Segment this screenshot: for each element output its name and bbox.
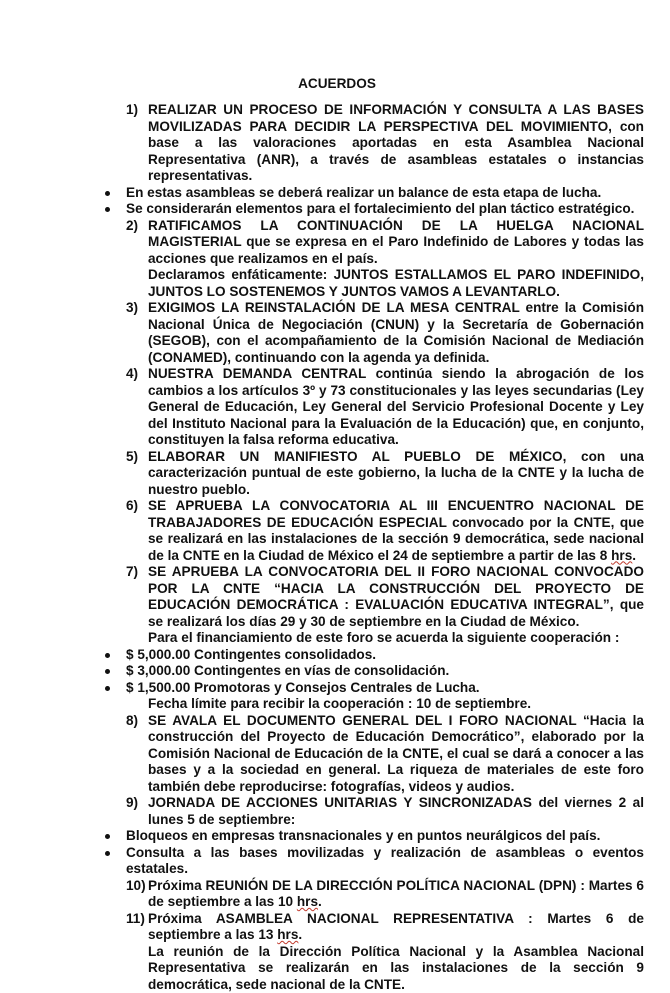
sub-paragraph xyxy=(104,630,644,647)
sub-body: JUNTOS ESTALLAMOS EL PARO INDEFINIDO, JUNTOS LO SOSTENEMOS Y JUNTOS VAMOS A LEVANTARLO. xyxy=(148,267,644,299)
bullet-icon xyxy=(105,669,110,674)
item-text xyxy=(148,300,644,366)
agreement-item xyxy=(104,300,644,366)
bullet-icon xyxy=(105,686,110,691)
item-heading: REALIZAR UN PROCESO DE INFORMACIÓN Y CONSULTA A LAS BASES MOVILIZADAS PARA DECIDIR LA PERSPECTIVA DEL MOVIMIENTO, xyxy=(148,102,644,134)
bullet-item xyxy=(104,845,644,878)
item-text xyxy=(148,449,644,499)
item-heading: ELABORAR UN MANIFIESTO AL PUEBLO DE MÉXICO, xyxy=(148,449,566,464)
bullet-item xyxy=(104,828,644,845)
sub-paragraph-text xyxy=(148,944,644,993)
item-number: 5) xyxy=(126,449,138,466)
bullet-text: En estas asambleas se deberá realizar un balance de esta etapa de lucha. xyxy=(126,185,644,202)
bullet-text: Consulta a las bases movilizadas y realización de asambleas o eventos estatales. xyxy=(126,845,644,878)
item-body: continúa siendo la abrogación de los cambios a los artículos 3º y 73 constitucionales y las leyes secundarias (Ley General de Educación, Ley General del Servicio Profesional Docente y Ley del Instituto Nacional para la Evaluación de la Educación) que, en conjunto, constituyen la falsa reforma educativa. xyxy=(148,366,644,447)
sub-paragraph-text xyxy=(148,630,644,647)
item-body: del viernes 2 al lunes 5 de septiembre: xyxy=(148,795,644,827)
agreements-list xyxy=(104,102,644,993)
item-text xyxy=(148,795,644,828)
item-number: 3) xyxy=(126,300,138,317)
item-text xyxy=(148,911,644,944)
item-heading: JORNADA DE ACCIONES UNITARIAS Y SINCRONIZADAS xyxy=(148,795,532,810)
item-body: . xyxy=(298,927,302,942)
item-text xyxy=(148,102,644,185)
item-body: convocado por la CNTE, que se realizará en las instalaciones de la sección 9 democrática, sede nacional de la CNTE en la Ciudad de México el 24 de septiembre a partir de las 8 xyxy=(148,515,644,563)
agreement-item xyxy=(104,878,644,911)
item-number: 4) xyxy=(126,366,138,383)
agreement-item xyxy=(104,366,644,449)
agreement-item xyxy=(104,102,644,185)
item-heading: SE APRUEBA LA CONVOCATORIA DEL II FORO NACIONAL CONVOCADO POR LA CNTE “HACIA LA CONSTRUCCIÓN DEL PROYECTO DE EDUCACIÓN DEMOCRÁTICA : EVALUACIÓN EDUCATIVA INTEGRAL” xyxy=(148,564,644,612)
item-number: 1) xyxy=(126,102,138,119)
bullet-text: Bloqueos en empresas transnacionales y en puntos neurálgicos del país. xyxy=(126,828,644,845)
agreement-item xyxy=(104,911,644,944)
item-number: 6) xyxy=(126,498,138,515)
agreement-item xyxy=(104,498,644,564)
item-body: “Hacia la construcción del Proyecto de Educación Democrático”, elaborado por la Comisión Nacional de Educación de la CNTE, el cual se dará a conocer a las bases y a la sociedad en general. La riqueza de materiales de este foro también debe reproducirse: fotografías, videos y audios. xyxy=(148,713,644,794)
item-body: : Martes 6 de septiembre a las 13 xyxy=(148,911,644,943)
item-number: 11) xyxy=(126,911,145,928)
agreement-item xyxy=(104,564,644,630)
item-text xyxy=(148,218,644,268)
sub-paragraph xyxy=(104,944,644,993)
item-text xyxy=(148,366,644,449)
spellcheck-flagged-word: hrs xyxy=(277,927,298,942)
item-heading: RATIFICAMOS LA CONTINUACIÓN DE LA HUELGA NACIONAL MAGISTERIAL xyxy=(148,218,644,250)
sub-paragraph xyxy=(104,696,644,713)
item-text xyxy=(148,878,644,911)
item-heading: NUESTRA DEMANDA CENTRAL xyxy=(148,366,366,381)
bullet-item xyxy=(104,647,644,664)
bullet-text: $ 5,000.00 Contingentes consolidados. xyxy=(126,647,644,664)
bullet-item xyxy=(104,201,644,218)
bullet-icon xyxy=(105,851,110,856)
item-heading: SE APRUEBA LA CONVOCATORIA AL III ENCUENTRO NACIONAL DE TRABAJADORES DE EDUCACIÓN ESPECIAL xyxy=(148,498,644,530)
item-text xyxy=(148,713,644,796)
item-body: . xyxy=(632,548,636,563)
sub-lead: Declaramos enfáticamente: xyxy=(148,267,334,282)
bullet-text: $ 3,000.00 Contingentes en vías de consolidación. xyxy=(126,663,644,680)
item-text xyxy=(148,564,644,630)
agreement-item xyxy=(104,449,644,499)
bullet-item xyxy=(104,663,644,680)
spellcheck-flagged-word: hrs xyxy=(297,894,318,909)
sub-paragraph-text xyxy=(148,696,644,713)
item-body: con una caracterización puntual de este gobierno, la lucha de la CNTE y la lucha de nuestro pueblo. xyxy=(148,449,644,497)
sub-body: Para el financiamiento de este foro se acuerda la siguiente cooperación : xyxy=(148,630,619,645)
agreement-item xyxy=(104,713,644,796)
agreement-item xyxy=(104,218,644,268)
sub-paragraph xyxy=(104,267,644,300)
bullet-text: Se considerarán elementos para el fortalecimiento del plan táctico estratégico. xyxy=(126,201,644,218)
item-body: entre la Comisión Nacional Única de Negociación (CNUN) y la Secretaría de Gobernación (SEGOB), con el acompañamiento de la Comisión Nacional de Mediación (CONAMED), continuando con la agenda ya definida. xyxy=(148,300,644,365)
sub-paragraph-text xyxy=(148,267,644,300)
item-heading: SE AVALA EL DOCUMENTO GENERAL DEL I FORO NACIONAL xyxy=(148,713,576,728)
item-body: . xyxy=(318,894,322,909)
bullet-item xyxy=(104,680,644,697)
item-number: 10) xyxy=(126,878,146,895)
sub-body: Fecha límite para recibir la cooperación : 10 de septiembre. xyxy=(148,696,531,711)
spellcheck-flagged-word: hrs xyxy=(611,548,632,563)
item-text xyxy=(148,498,644,564)
item-number: 8) xyxy=(126,713,138,730)
item-heading: REUNIÓN DE LA DIRECCIÓN POLÍTICA NACIONAL (DPN) xyxy=(206,878,577,893)
bullet-icon xyxy=(105,207,110,212)
item-body: con base a las valoraciones aportadas en esta Asamblea Nacional Representativa (ANR), a través de asambleas estatales o instancias representativas. xyxy=(148,119,644,184)
bullet-icon xyxy=(105,834,110,839)
bullet-icon xyxy=(105,191,110,196)
item-body: : Martes 6 de septiembre a las 10 xyxy=(148,878,644,910)
item-heading: EXIGIMOS LA REINSTALACIÓN DE LA MESA CENTRAL xyxy=(148,300,520,315)
bullet-icon xyxy=(105,653,110,658)
item-number: 2) xyxy=(126,218,138,235)
item-heading: ASAMBLEA NACIONAL REPRESENTATIVA xyxy=(216,911,514,926)
sub-body: La reunión de la Dirección Política Nacional y la Asamblea Nacional Representativa se realizarán en las instalaciones de la sección 9 democrática, sede nacional de la CNTE. xyxy=(148,944,644,992)
document-title: ACUERDOS xyxy=(0,76,670,93)
item-body: Próxima xyxy=(148,911,216,926)
item-body: Próxima xyxy=(148,878,206,893)
item-body: que se expresa en el Paro Indefinido de Labores y todas las acciones que realizamos en el país. xyxy=(148,234,644,266)
item-number: 7) xyxy=(126,564,138,581)
item-body: , que se realizará los días 29 y 30 de septiembre en la Ciudad de México. xyxy=(148,597,644,629)
bullet-item xyxy=(104,185,644,202)
bullet-text: $ 1,500.00 Promotoras y Consejos Centrales de Lucha. xyxy=(126,680,644,697)
agreement-item xyxy=(104,795,644,828)
item-number: 9) xyxy=(126,795,138,812)
